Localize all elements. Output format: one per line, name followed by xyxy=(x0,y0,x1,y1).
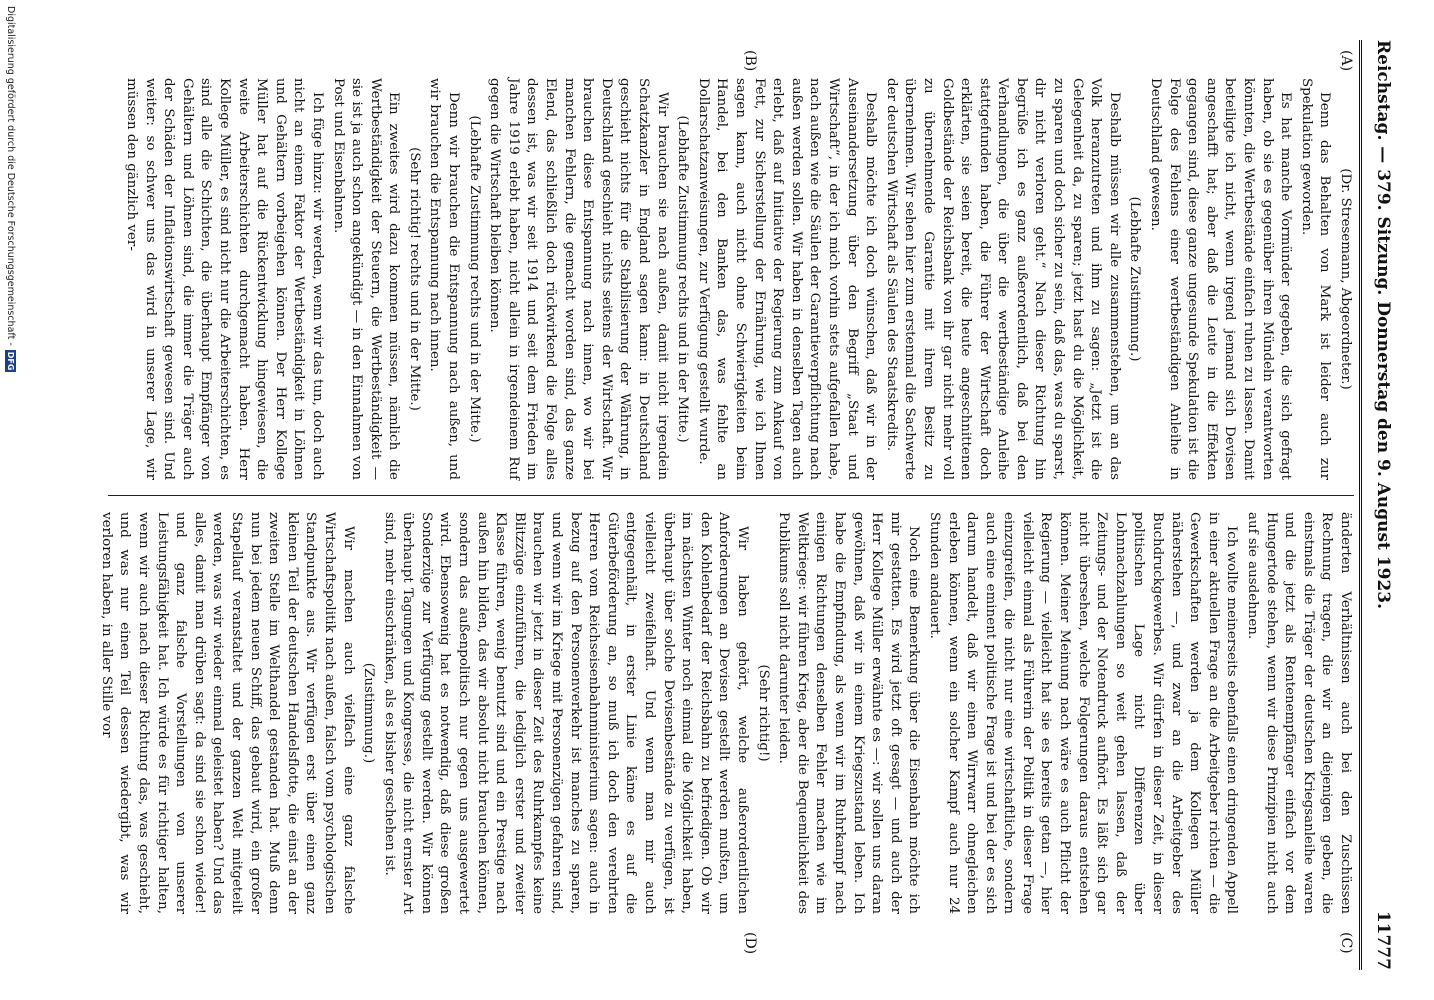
reaction-note: (Lebhafte Zustimmung rechts und in der Mitte.) xyxy=(675,115,691,443)
paragraph: Deshalb möchte ich doch wünschen, daß wir in der Auseinandersetzung über den Begriff „Staat und Wirtschaft“, in der ich mich vorhin stets aufgefallen habe, nach außen wie die Säulen der Garantieverpflichtung nach außen werden sollen. Wir haben in denselben Tagen auch erlebt, daß auf Initiative der Regierung zum Ankauf von Fett, zur Sicherstellung der Ernährung, wie ich Ihnen sagen kann, auch nicht ohne Schwierigkeiten beim Handel, bei den Banken das, was fehlte an Dollarschatzanweisungen, zur Verfügung gestellt wurde. xyxy=(695,78,879,480)
header-title: Reichstag. — 379. Sitzung. Donnerstag den 9. August 1923. xyxy=(1373,40,1393,610)
digitization-credit xyxy=(2,0,20,1000)
right-column xyxy=(98,512,1354,914)
margin-marker-b: (B) xyxy=(742,50,758,72)
paragraph: Wir haben gehört, welche außerordentlichen Anforderungen an Devisen gestellt werden mußten, um den Kohlenbedarf der Reichsbahn zu befriedigen. Ob wir im nächsten Winter noch einmal die Möglichkeit haben, überhaupt über solche Devisenbestände zu verfügen, ist vielleicht zweifelhaft. Und wenn man mir auch entgegenhält, in erster Linie käme es auf die Güterbeförderung an, so muß ich doch den verehrten Herren vom Reichseisenbahnministerium sagen: auch in bezug auf den Personenverkehr ist manches zu sparen, und wenn wir im Kriege mit Personenzügen gefahren sind, brauchen wir jetzt in dieser Zeit des Ruhrkampfes keine Blitzzüge einzuführen, die lediglich erster und zweiter Klasse führen, wenig benutzt sind und ein Prestige nach außen hin bilden, das wir absolut nicht brauchen können, sondern das außenpolitisch nur gegen uns ausgewertet wird. Ebensowenig hat es notwendig, daß diese großen Sonderzüge zur Verfügung gestellt werden. Wir können überhaupt Tagungen und Kongresse, die nicht ernster Art sind, mehr einschränken, als es bisher geschehen ist. xyxy=(381,512,750,914)
column-divider xyxy=(108,495,1354,496)
paragraph: Ich füge hinzu: wir werden, wenn wir das tun, doch auch nicht an einem Faktor der Wertbeständigkeit in Löhnen und Gehältern vorbeigehen können. Der Herr Kollege Müller hat auf die Rückentwicklung hingewiesen, die weite Arbeiterschichten durchgemacht haben. Herr Kollege Müller, es sind nicht nur die Arbeiterschichten, es sind alle die Schichten, die überhaupt Empfänger von Gehältern und Löhnen sind, die immer die Träger auch der Schäden der Inflationswirtschaft gewesen sind. Und weiter: so schwer uns das wird in unserer Lage, wir müssen den gänzlich ver- xyxy=(124,78,325,480)
reaction-note: (Lebhafte Zustimmung rechts und in der Mitte.) xyxy=(466,115,482,443)
margin-marker-c: (C) xyxy=(1338,932,1354,954)
paragraph: Wir brauchen sie nach außen, damit nicht irgendein Schatzkanzler in England sagen kann: in Deutschland geschieht nichts für die Stabilisierung der Währung, in Deutschland geschieht nichts seitens der Wirtschaft. Wir brauchen diese Entspannung nach innen, wo wir bei manchen Fehlern, die gemacht worden sind, das ganze Elend, das schließlich doch rückwirkend die Folge alles dessen ist, was wir seit 1914 und seit dem Frieden im Jahre 1919 erlebt haben, nicht allein in irgendeinem Ruf gegen die Wirtschaft bleiben können. xyxy=(487,78,670,480)
paragraph: änderten Verhältnissen auch bei den Zuschüssen Rechnung tragen, die wir an diejenigen geben, die einstmals die Träger der deutschen Kriegsanleihe waren und die jetzt als Rentenempfänger einfach vor dem Hungertode stehen, wenn wir diese Prinzipien nicht auch auf sie ausdehnen. xyxy=(1245,512,1353,914)
reaction-note: (Lebhafte Zustimmung.) xyxy=(1127,196,1143,362)
dfg-logo-icon: DFG xyxy=(6,351,16,371)
margin-marker-a: (A) xyxy=(1338,50,1354,72)
paragraph: Es hat manche Vormünder gegeben, die sich gefragt haben, ob sie es gegenüber ihren Mündeln verantworten könnten, die Wertbestände einfach ruhen zu lassen. Damit beteiligte ich nicht, wenn irgend jemand sich Devisen angeschafft hat; aber daß die Leute in die Effekten gegangen sind, diese ganze ungesunde Spekulation ist die Folge des Fehlens einer wertbeständigen Anleihe in Deutschland gewesen. xyxy=(1148,78,1294,480)
page-header xyxy=(1368,40,1398,970)
paragraph: Noch eine Bemerkung über die Eisenbahn möchte ich mir gestatten. Es wird jetzt oft gesagt — und auch der Herr Kollege Müller erwähnte es —: wir sollen uns daran gewöhnen, daß wir in einem Kriegszustand leben. Ich habe die Empfindung, als wenn wir im Ruhrkampf nach einigen Richtungen denselben Fehler machen wie im Weltkriege: wir führen Krieg, aber die Bequemlichkeit des Publikums soll nicht darunter leiden. xyxy=(776,512,922,914)
paragraph: Ein zweites wird dazu kommen müssen, nämlich die Wertbeständigkeit der Steuern, die Wertbeständigkeit — sie ist ja auch schon angekündigt — in den Einnahmen von Post und Eisenbahnen. xyxy=(330,78,402,480)
speaker-line: (Dr. Stresemann, Abgeordneter.) xyxy=(1338,168,1353,390)
paragraph: Denn das Behalten von Mark ist leider auch zur Spekulation geworden. xyxy=(1298,78,1333,480)
paragraph: Denn wir brauchen die Entspannung nach außen, und wir brauchen die Entspannung nach innen. xyxy=(427,78,462,480)
reaction-note: (Sehr richtig! rechts und in der Mitte.) xyxy=(406,147,422,411)
paragraph: Deshalb müssen wir alle zusammenstehen, um an das Volk heranzutreten und ihm zu sagen: „Jetzt ist die Gelegenheit da, zu sparen; jetzt hast du die Möglichkeit, zu sparen und doch sicher zu sein, daß das, was du sparst, dir nicht verloren geht.“ Nach dieser Richtung hin begrüße ich es ganz außerordentlich, daß bei den Verhandlungen, die über die wertbeständige Anleihe stattgefunden haben, die Führer der Wirtschaft doch erklärten, sie seien bereit, die heute angeschnittenen Goldbestände der Reichsbank von ihr gar nicht mehr voll zu übernehmende Garantie mit ihrem Besitz zu übernehmen. Wir sehen hier zum erstenmal die Sachwerte der deutschen Wirtschaft als Säulen des Staatskredits. xyxy=(883,78,1122,480)
header-rule xyxy=(1359,40,1362,970)
reaction-note: (Zustimmung.) xyxy=(361,662,377,764)
credit-text: Digitalisierung gefördert durch die Deutsche Forschungsgemeinschaft - xyxy=(5,6,17,346)
margin-marker-d: (D) xyxy=(742,932,758,955)
paragraph: Ich wollte meinerseits ebenfalls einen dringenden Appell in einer aktuellen Frage an die Arbeitgeber richten — die Gewerkschaften werden ja dem Kollegen Müller näherstehen —, und zwar an die Arbeitgeber des Buchdruckgewerbes. Wir dürfen in dieser Zeit, in dieser politischen Lage nicht Differenzen über Lohnnachzahlungen so weit gehen lassen, daß der Zeitungs- und der Notendruck aufhört. Es läßt sich gar nicht übersehen, welche Folgerungen daraus entstehen können. Meiner Meinung nach wäre es auch Pflicht der Regierung — vielleicht hat sie es bereits getan —, hier vielleicht einmal als Führerin der Politik in dieser Frage einzugreifen, die nicht nur eine wirtschaftliche, sondern auch eine eminent politische Frage ist und bei der es sich darum handelt, daß wir einen Wirrwarr ohnegleichen erleben können, wenn ein solcher Kampf auch nur 24 Stunden andauert. xyxy=(926,512,1240,914)
reaction-note: (Sehr richtig!) xyxy=(755,664,771,762)
paragraph: Wir machen auch vielfach eine ganz falsche Wirtschaftspolitik nach außen, falsch vom psychologischen Standpunkte aus. Wir verfügen erst über einen ganz kleinen Teil der deutschen Handelsflotte, die einst an der zweiten Stelle im Welthandel gestanden hat. Muß denn nun bei jedem neuen Schiff, das gebaut wird, ein großer Stapellauf veranstaltet und der ganzen Welt mitgeteilt werden, was wir wieder einmal geleistet haben? Und das alles, damit man drüben sagt: da sind sie schon wieder! und ganz falsche Vorstellungen von unserer Leistungsfähigkeit hat. Ich würde es für richtiger halten, wenn wir auch nach dieser Richtung das, was geschieht, und was nur einen Teil dessen wiedergibt, was wir verloren haben, in aller Stille vor xyxy=(98,512,356,914)
page-number: 11777 xyxy=(1373,910,1393,970)
left-column xyxy=(108,78,1354,480)
